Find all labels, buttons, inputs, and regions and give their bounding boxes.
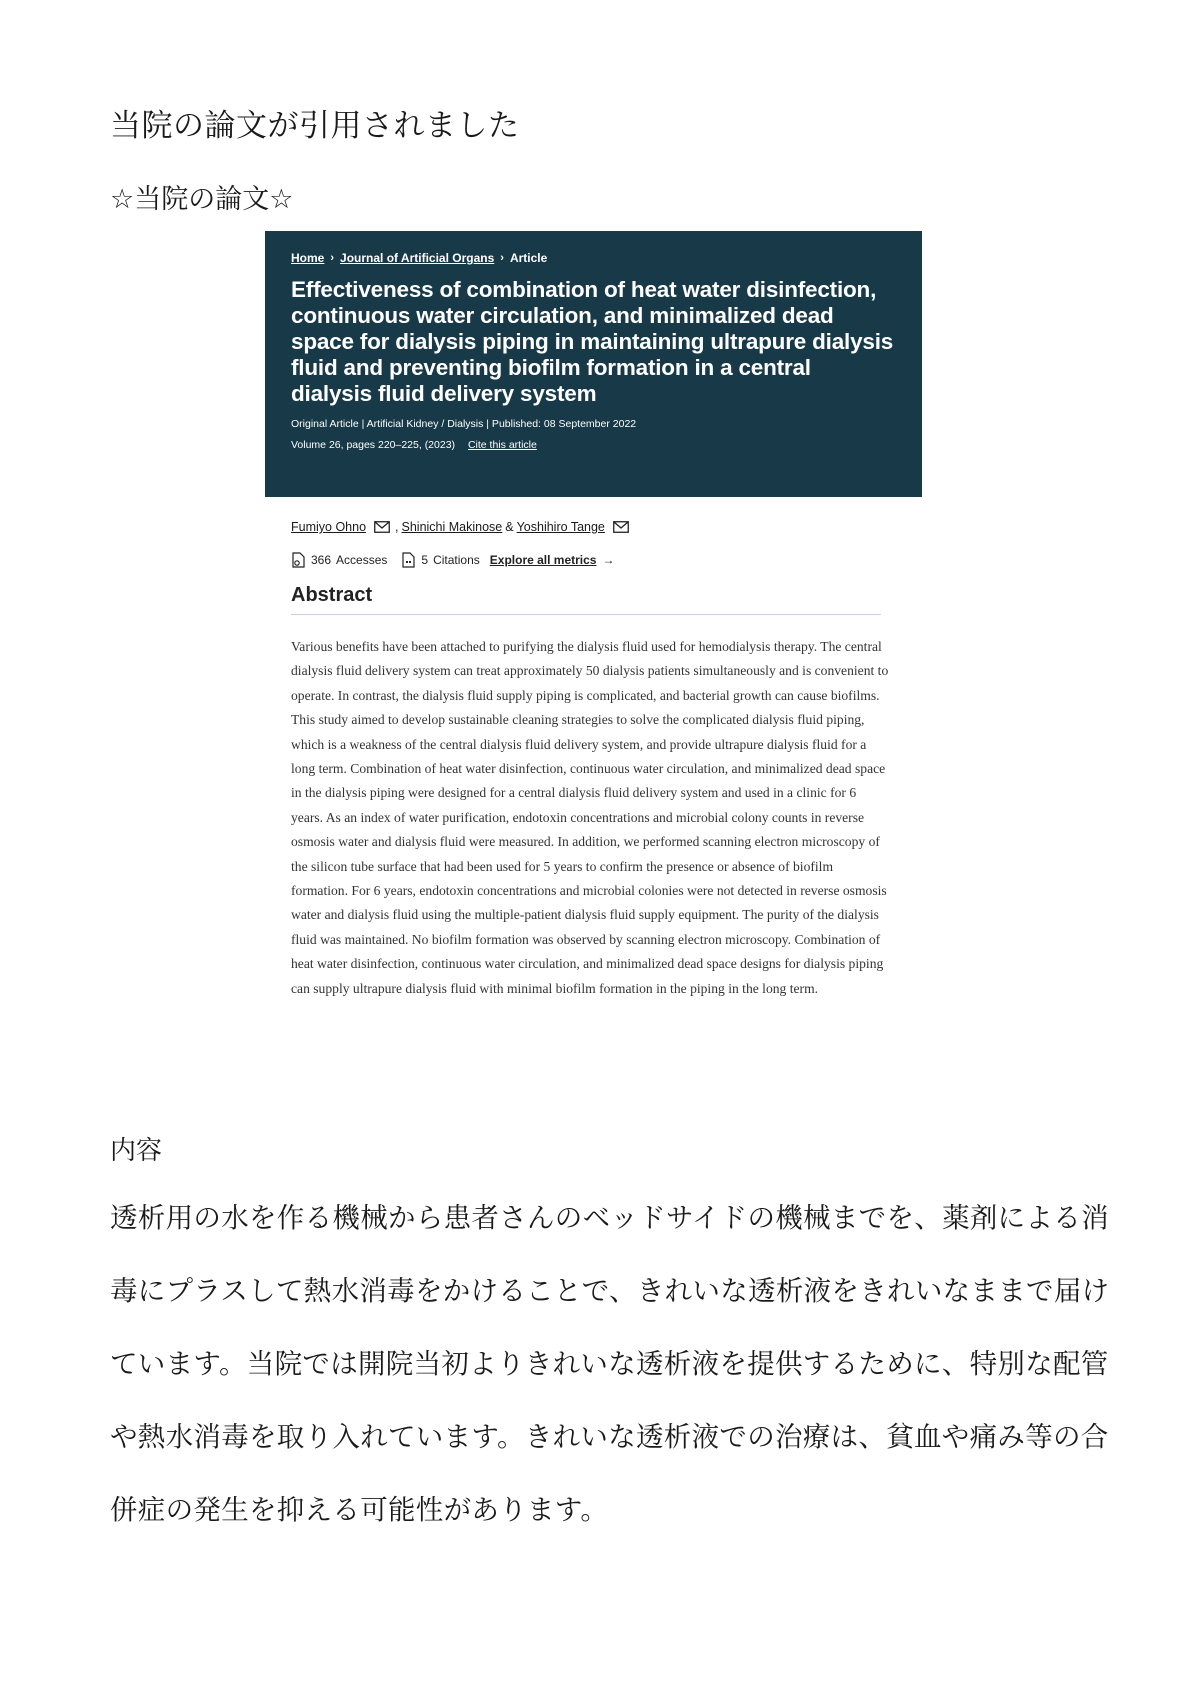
breadcrumb-home[interactable]: Home: [291, 251, 325, 265]
article-title: Effectiveness of combination of heat water disinfection, continuous water circulation, and minimalized dead space for dialysis piping in maintaining ultrapure dialysis fluid and preventing biofilm formation in a central dialysis fluid delivery system: [291, 277, 894, 406]
chevron-right-icon: ›: [330, 252, 335, 264]
mail-icon[interactable]: [613, 521, 629, 533]
explore-metrics-link[interactable]: Explore all metrics: [489, 553, 597, 567]
author-link[interactable]: Fumiyo Ohno: [291, 520, 367, 534]
article-meta: Original Article | Artificial Kidney / Dialysis | Published: 08 September 2022: [291, 418, 637, 430]
author-link[interactable]: Yoshihiro Tange: [516, 520, 605, 534]
breadcrumb-journal[interactable]: Journal of Artificial Organs: [340, 251, 495, 265]
author-link[interactable]: Shinichi Makinose: [401, 520, 503, 534]
article-volume-line: [291, 439, 896, 451]
article-metrics: [291, 552, 896, 568]
breadcrumb-article: Article: [509, 251, 548, 265]
page-heading: 当院の論文が引用されました: [110, 108, 520, 144]
accesses-icon: [291, 552, 306, 568]
author-list: [291, 520, 896, 534]
content-heading: 内容: [110, 1136, 163, 1166]
citations-count: 5: [421, 553, 429, 567]
section-heading-paper: ☆当院の論文☆: [110, 184, 294, 215]
article-body: [265, 520, 922, 1001]
content-paragraph: 透析用の水を作る機械から患者さんのベッドサイドの機械までを、薬剤による消毒にプラスして熱水消毒をかけることで、きれいな透析液をきれいなままで届けています。当院では開院当初よりきれいな透析液を提供するために、特別な配管や熱水消毒を取り入れています。きれいな透析液での治療は、貧血や痛み等の合併症の発生を抑える可能性があります。: [110, 1202, 1110, 1526]
article-screenshot: [265, 231, 922, 1001]
citations-icon: [401, 552, 416, 568]
accesses-count: 366: [311, 553, 332, 567]
author-separator: ,: [395, 520, 399, 534]
accesses-label: Accesses: [336, 553, 388, 567]
cite-article-link[interactable]: Cite this article: [467, 439, 537, 451]
author-separator: &: [505, 520, 514, 534]
article-volume: Volume 26, pages 220–225, (2023): [291, 439, 456, 451]
article-banner: [265, 231, 922, 497]
citations-label: Citations: [433, 553, 480, 567]
abstract-text: Various benefits have been attached to purifying the dialysis fluid used for hemodialysis therapy. The central dialysis fluid delivery system can treat approximately 50 dialysis patients simultaneously and is convenient to operate. In contrast, the dialysis fluid supply piping is complicated, and bacterial growth can cause biofilms. This study aimed to develop sustainable cleaning strategies to solve the complicated dialysis fluid piping, which is a weakness of the central dialysis fluid delivery system, and provide ultrapure dialysis fluid for a long term. Combination of heat water disinfection, continuous water circulation, and minimalized dead space in the dialysis piping were designed for a central dialysis fluid delivery system and used in a clinic for 6 years. As an index of water purification, endotoxin concentrations and microbial colony counts in reverse osmosis water and dialysis fluid were measured. In addition, we performed scanning electron microscopy of the silicon tube surface that had been used for 5 years to confirm the presence or absence of biofilm formation. For 6 years, endotoxin concentrations and microbial colonies were not detected in reverse osmosis water and dialysis fluid using the multiple-patient dialysis fluid supply equipment. The purity of the dialysis fluid was maintained. No biofilm formation was observed by scanning electron microscopy. Combination of heat water disinfection, continuous water circulation, and minimalized dead space designs for dialysis piping can supply ultrapure dialysis fluid with minimal biofilm formation in the piping in the long term.: [291, 639, 889, 996]
mail-icon[interactable]: [374, 521, 390, 533]
abstract-heading: Abstract: [291, 584, 881, 615]
arrow-right-icon: →: [602, 553, 615, 567]
chevron-right-icon: ›: [500, 252, 504, 264]
breadcrumb: [291, 251, 896, 265]
